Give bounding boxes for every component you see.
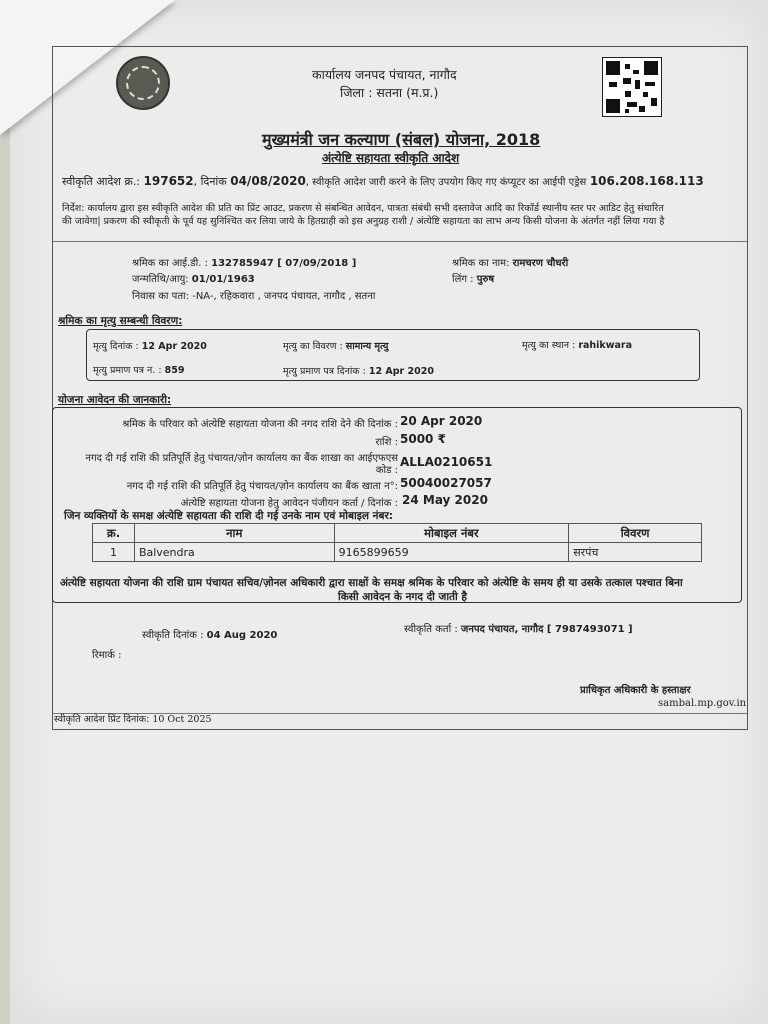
instruction-line-2: की जावेगा| प्रकरण की स्वीकृती के पूर्व यह सुनिश्चित कर लिया जाये के हितग्राही को इस अनुग्रह राशी / अंत्येष्टि सहायता का लाभ अन्य किसी योजना के अंतर्गत नहीं लिया गया है (62, 216, 665, 227)
witness-details: सरपंच (569, 543, 702, 562)
worker-id: श्रमिक का आई.डी. : 132785947 [ 07/09/2018 ] (132, 258, 357, 269)
scheme-title: मुख्यमंत्री जन कल्याण (संबल) योजना, 2018 (262, 130, 541, 149)
ifsc-value: ALLA0210651 (400, 455, 493, 469)
amount-label: राशि : (375, 437, 398, 448)
witness-name: Balvendra (134, 543, 334, 562)
note-line-1: अंत्येष्टि सहायता योजना की राशि ग्राम पंचायत सचिव/ज़ोनल अधिकारी द्वारा साक्षों के समक्ष श्रमिक के परिवार को अंत्येष्टि के समय ही या उसके तत्काल पश्चात बिना (60, 577, 683, 589)
header-mobile: मोबाइल नंबर (334, 524, 569, 543)
signature-label: प्राधिकृत अधिकारी के हस्ताक्षर (580, 685, 691, 696)
witness-table-header (93, 524, 702, 543)
qr-code-icon (602, 57, 662, 117)
note-line-2: किसी आवेदन के नगद दी जाती है (338, 591, 467, 603)
witness-mobile: 9165899659 (334, 543, 569, 562)
website: sambal.mp.gov.in (658, 698, 747, 709)
header-name: नाम (134, 524, 334, 543)
death-date: मृत्यु दिनांक : 12 Apr 2020 (93, 341, 207, 352)
ifsc-label-line-1: नगद दी गई राशि की प्रतिपूर्ति हेतु पंचायत/ज़ोन कार्यालय का बैंक शाखा का आईएफएस (85, 453, 398, 464)
registrar-label: अंत्येष्टि सहायता योजना हेतु आवेदन पंजीयन कर्ता / दिनांक : (180, 498, 398, 509)
office-name: कार्यालय जनपद पंचायत, नागौद (312, 67, 457, 82)
worker-name: श्रमिक का नाम: रामचरण चौधरी (452, 258, 569, 269)
account-label: नगद दी गई राशि की प्रतिपूर्ति हेतु पंचायत/ज़ोन कार्यालय का बैंक खाता न°: (126, 481, 398, 492)
death-section-title: श्रमिक का मृत्यु सम्बन्धी विवरण: (58, 315, 183, 327)
ifsc-label-line-2: कोड : (375, 465, 398, 476)
instruction-line-1: निर्देश: कार्यालय द्वारा इस स्वीकृति आदेश की प्रति का प्रिंट आउट, प्रकरण से संबन्धित आवेदन, पात्रता संबंधी सभी दस्तावेज आदि का रिकॉर्ड स्थानीय स्तर पर आडिट हेतु संधारित (62, 203, 664, 214)
death-certificate-date: मृत्यु प्रमाण पत्र दिनांक : 12 Apr 2020 (283, 366, 434, 377)
death-description: मृत्यु का विवरण : सामान्य मृत्यु (283, 341, 389, 352)
account-value: 50040027057 (400, 476, 492, 490)
witness-table (92, 523, 702, 562)
death-place: मृत्यु का स्थान : rahikwara (522, 340, 633, 351)
registrar-date-value: 24 May 2020 (402, 493, 488, 507)
remark-label: रिमार्क : (92, 650, 122, 661)
witness-title: जिन व्यक्तियों के समक्ष अंत्येष्टि सहायता की राशि दी गई उनके नाम एवं मोबाइल नंबर: (64, 510, 393, 522)
divider (53, 241, 747, 242)
approver: स्वीकृति कर्ता : जनपद पंचायत, नागौद [ 7987493071 ] (404, 624, 633, 635)
worker-address: निवास का पता: -NA-, रहिकवारा , जनपद पंचायत, नागौद , सतना (132, 291, 376, 302)
approval-date: स्वीकृति दिनांक : 04 Aug 2020 (142, 630, 278, 641)
worker-dob: जन्मतिथि/आयु: 01/01/1963 (132, 274, 255, 285)
header-serial: क्र. (93, 524, 135, 543)
government-seal-icon (116, 56, 170, 110)
order-subtitle: अंत्येष्टि सहायता स्वीकृति आदेश (322, 151, 460, 165)
death-certificate-number: मृत्यु प्रमाण पत्र न. : 859 (93, 365, 185, 376)
header-details: विवरण (569, 524, 702, 543)
amount-value: 5000 ₹ (400, 432, 446, 446)
worker-gender: लिंग : पुरुष (452, 274, 495, 285)
print-date: स्वीकृति आदेश प्रिंट दिनांक: 10 Oct 2025 (54, 714, 212, 725)
table-row (93, 543, 702, 562)
order-line: स्वीकृति आदेश क्र.: 197652, दिनांक 04/08/2020, स्वीकृति आदेश जारी करने के लिए उपयोग किए गए कंप्यूटर का आईपी एड्रेस 106.208.168.113 (62, 174, 704, 188)
cash-date-value: 20 Apr 2020 (400, 414, 483, 428)
cash-date-label: श्रमिक के परिवार को अंत्येष्टि सहायता योजना की नगद राशि देने की दिनांक : (122, 419, 398, 430)
witness-serial: 1 (93, 543, 135, 562)
district-name: जिला : सतना (म.प्र.) (340, 85, 439, 100)
application-section-title: योजना आवेदन की जानकारी: (58, 394, 172, 406)
